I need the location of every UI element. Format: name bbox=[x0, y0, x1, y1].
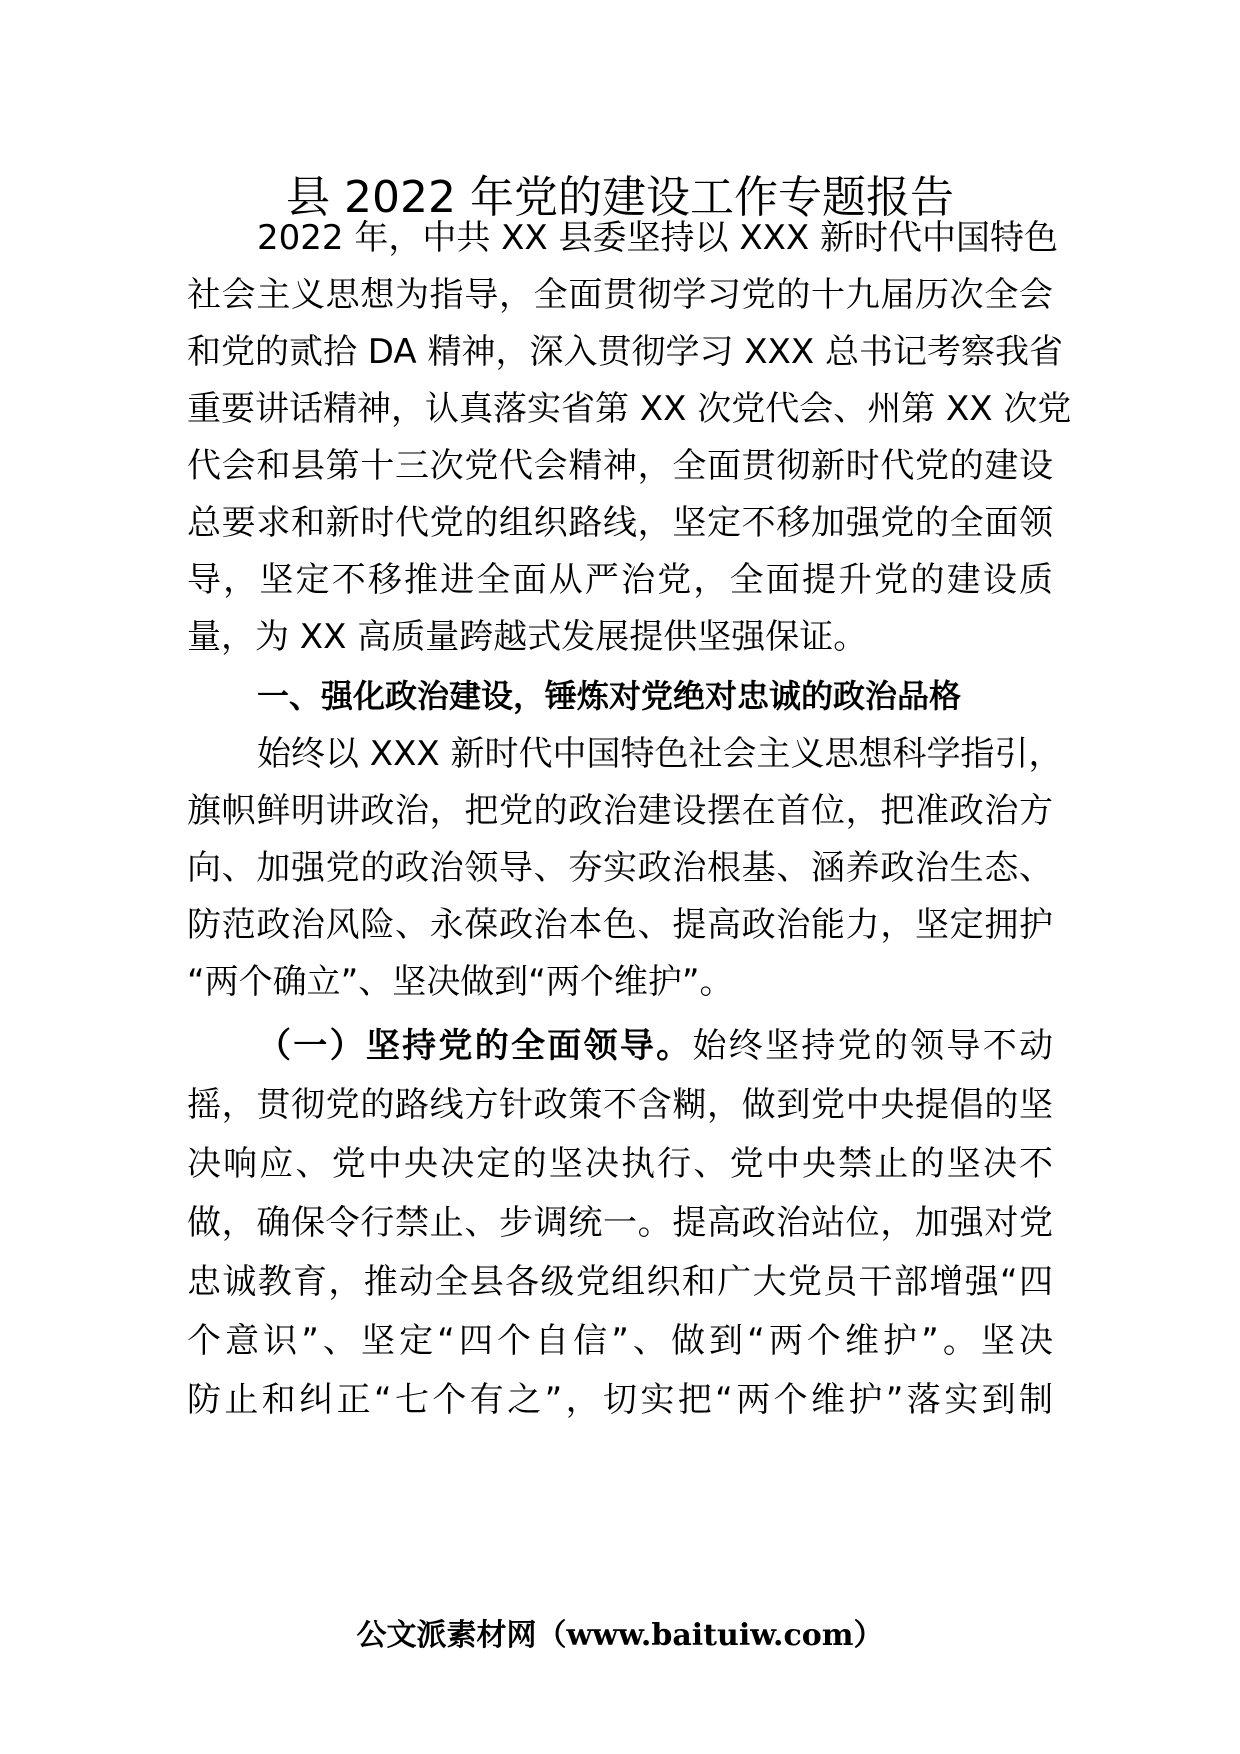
section-heading: 一、强化政治建设，锤炼对党绝对忠诚的政治品格 bbox=[257, 677, 962, 715]
paragraph-line: 始终以 XXX 新时代中国特色社会主义思想科学指引， bbox=[257, 734, 1063, 774]
document-title: 县 2022 年党的建设工作专题报告 bbox=[286, 172, 954, 223]
footer-watermark: 公文派素材网（www.baituiw.com） bbox=[356, 1618, 884, 1653]
paragraph-line: 代会和县第十三次党代会精神，全面贯彻新时代党的建设 bbox=[187, 446, 1053, 486]
subsection-label: （一）坚持党的全面领导。 bbox=[257, 1026, 693, 1066]
paragraph-line: 摇，贯彻党的路线方针政策不含糊，做到党中央提倡的坚 bbox=[187, 1085, 1053, 1125]
paragraph-line: 量，为 XX 高质量跨越式发展提供坚强保证。 bbox=[187, 617, 868, 657]
paragraph-line: 2022 年，中共 XX 县委坚持以 XXX 新时代中国特色 bbox=[257, 218, 1059, 258]
paragraph-line: 重要讲话精神，认真落实省第 XX 次党代会、州第 XX 次党 bbox=[187, 389, 1072, 429]
paragraph-line: 忠诚教育，推动全县各级党组织和广大党员干部增强“四 bbox=[187, 1262, 1053, 1302]
subsection-first-line bbox=[257, 1022, 1053, 1070]
paragraph-line: 和党的贰拾 DA 精神，深入贯彻学习 XXX 总书记考察我省 bbox=[187, 332, 1063, 372]
paragraph-line: 防止和纠正“七个有之”，切实把“两个维护”落实到制 bbox=[187, 1380, 1053, 1420]
paragraph-line: 决响应、党中央决定的坚决执行、党中央禁止的坚决不 bbox=[187, 1144, 1053, 1184]
paragraph-line: 旗帜鲜明讲政治，把党的政治建设摆在首位，把准政治方 bbox=[187, 791, 1053, 831]
paragraph-line: 个意识”、坚定“四个自信”、做到“两个维护”。坚决 bbox=[187, 1321, 1053, 1361]
paragraph-line: 防范政治风险、永葆政治本色、提高政治能力，坚定拥护 bbox=[187, 905, 1053, 945]
paragraph-line: “两个确立”、坚决做到“两个维护”。 bbox=[187, 962, 734, 1002]
paragraph-line: 社会主义思想为指导，全面贯彻学习党的十九届历次全会 bbox=[187, 275, 1053, 315]
paragraph-line: 向、加强党的政治领导、夯实政治根基、涵养政治生态、 bbox=[187, 848, 1053, 888]
paragraph-line: 导，坚定不移推进全面从严治党，全面提升党的建设质 bbox=[187, 560, 1053, 600]
paragraph-line: 做，确保令行禁止、步调统一。提高政治站位，加强对党 bbox=[187, 1203, 1053, 1243]
paragraph-line: 总要求和新时代党的组织路线，坚定不移加强党的全面领 bbox=[187, 503, 1053, 543]
subsection-text: 始终坚持党的领导不动 bbox=[692, 1026, 1054, 1066]
